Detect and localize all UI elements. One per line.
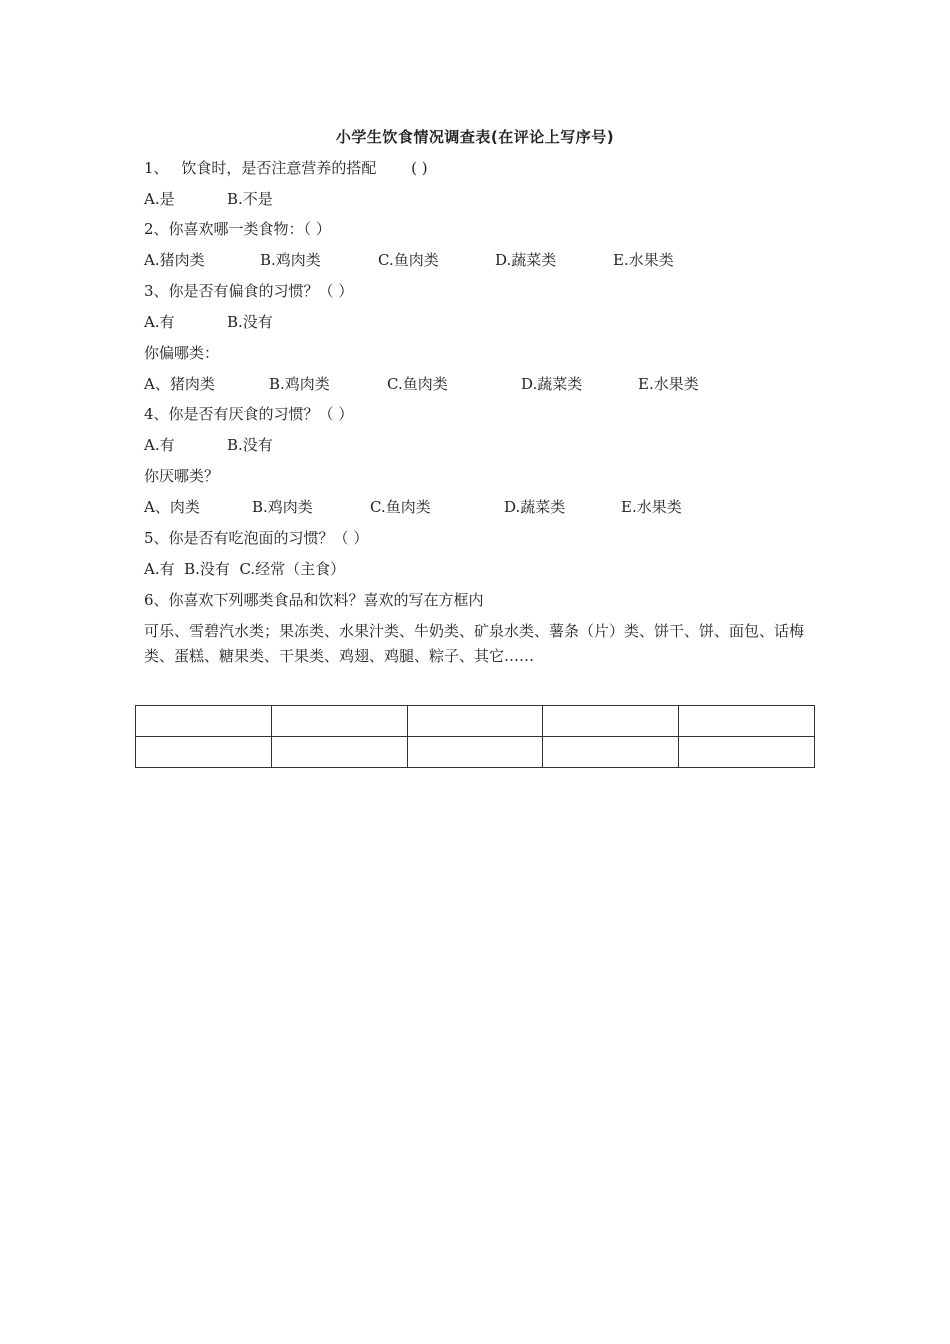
answer-table xyxy=(135,705,815,768)
q4-sub-option-d: D.蔬菜类 xyxy=(504,498,566,516)
q3-sub-option-c: C.鱼肉类 xyxy=(387,375,448,393)
question-1-number: 1、 xyxy=(144,159,169,177)
question-1-text: 饮食时，是否注意营养的搭配 xyxy=(181,159,377,177)
table-cell[interactable] xyxy=(136,737,272,768)
question-6: 6、你喜欢下列哪类食品和饮料？喜欢的写在方框内 xyxy=(144,591,484,609)
table-cell[interactable] xyxy=(271,706,407,737)
question-1 xyxy=(144,158,428,178)
q2-option-e: E.水果类 xyxy=(613,251,674,269)
question-2: 2、你喜欢哪一类食物：（ ） xyxy=(144,220,331,238)
q2-option-c: C.鱼肉类 xyxy=(378,251,439,269)
q4-sub-option-e: E.水果类 xyxy=(621,498,682,516)
q3-option-b: B.没有 xyxy=(227,313,273,331)
table-cell[interactable] xyxy=(679,706,815,737)
q2-option-a: A.猪肉类 xyxy=(144,251,205,269)
q4-sub-option-c: C.鱼肉类 xyxy=(370,498,431,516)
q4-sub-option-a: A、肉类 xyxy=(144,498,200,516)
q2-option-b: B.鸡肉类 xyxy=(260,251,321,269)
question-4: 4、你是否有厌食的习惯？（ ） xyxy=(144,405,354,423)
table-row xyxy=(136,737,815,768)
q3-sub-option-a: A、猪肉类 xyxy=(144,375,215,393)
question-5: 5、你是否有吃泡面的习惯？（ ） xyxy=(144,529,369,547)
q4-option-b: B.没有 xyxy=(227,436,273,454)
table-row xyxy=(136,706,815,737)
q1-option-b: B.不是 xyxy=(227,190,273,208)
table-cell[interactable] xyxy=(407,706,543,737)
question-1-answer-blank: ( ) xyxy=(411,159,428,177)
q5-options: A.有 B.没有 C.经常（主食） xyxy=(144,560,346,578)
table-cell[interactable] xyxy=(271,737,407,768)
table-cell[interactable] xyxy=(136,706,272,737)
q3-sub-option-d: D.蔬菜类 xyxy=(521,375,583,393)
q4-option-a: A.有 xyxy=(144,436,175,454)
question-3-sub: 你偏哪类： xyxy=(144,344,220,362)
q3-sub-option-b: B.鸡肉类 xyxy=(269,375,330,393)
q2-option-d: D.蔬菜类 xyxy=(495,251,557,269)
q4-sub-option-b: B.鸡肉类 xyxy=(252,498,313,516)
question-4-sub: 你厌哪类？ xyxy=(144,467,220,485)
table-cell[interactable] xyxy=(407,737,543,768)
q3-sub-option-e: E.水果类 xyxy=(638,375,699,393)
page-title: 小学生饮食情况调查表(在评论上写序号) xyxy=(335,128,615,146)
q1-option-a: A.是 xyxy=(144,190,175,208)
q3-option-a: A.有 xyxy=(144,313,175,331)
table-cell[interactable] xyxy=(543,706,679,737)
table-cell[interactable] xyxy=(679,737,815,768)
question-3: 3、你是否有偏食的习惯？（ ） xyxy=(144,282,354,300)
q6-food-list: 可乐、雪碧汽水类；果冻类、水果汁类、牛奶类、矿泉水类、薯条（片）类、饼干、饼、面包、话梅类、蛋糕、糖果类、干果类、鸡翅、鸡腿、粽子、其它…… xyxy=(144,622,805,665)
table-cell[interactable] xyxy=(543,737,679,768)
